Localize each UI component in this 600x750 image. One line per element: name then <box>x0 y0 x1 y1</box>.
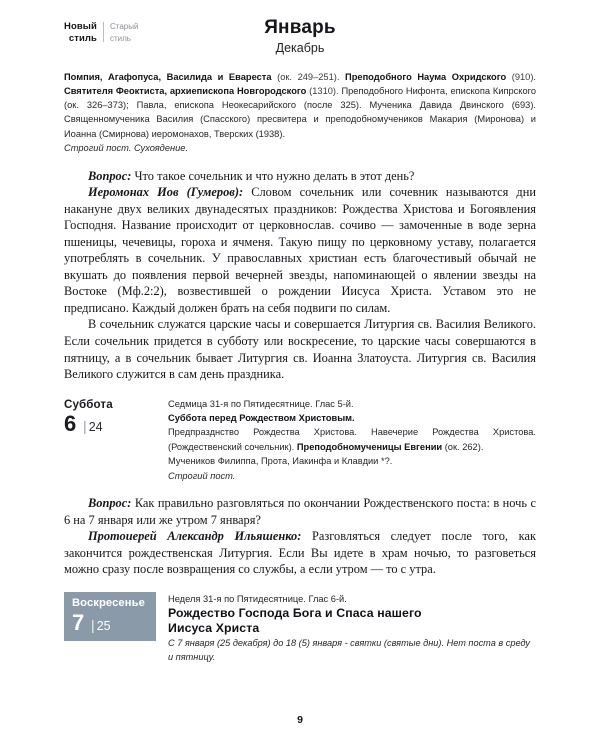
day-body-sunday <box>156 592 536 665</box>
qa2-answer-label: Протоиерей Александр Ильяшенко: <box>88 529 302 544</box>
saturday-line-2: Суббота перед Рождеством Христовым. <box>168 413 355 424</box>
saints-bold-2: Преподобного Наума Охридского <box>345 72 507 82</box>
saints-commemoration-text <box>64 70 536 141</box>
date-separator-saturday: | <box>83 418 87 434</box>
date-separator-sunday: | <box>91 616 95 633</box>
saints-plain-1: (ок. 249–251). <box>271 72 346 82</box>
day-entry-sunday <box>64 592 536 665</box>
style-switch <box>64 21 138 44</box>
page-header <box>64 0 536 62</box>
qa2-answer-text: Разговляться следует после того, как закончится рождественская Литургия. Если Вы идете в храм ночью, то разговеться можно сразу после возвращения со службы, а если утром — то с утра. <box>64 529 536 577</box>
saints-bold-3: Святителя Феоктиста, архиепископа Новгородского <box>64 86 307 97</box>
saturday-line-4: Мучеников Филиппа, Прота, Иакинфа и Клавдии *?. <box>168 456 393 467</box>
saints-plain-2: (910). <box>506 72 537 82</box>
qa1-answer-label: Иеромонах Иов (Гумеров): <box>88 185 244 200</box>
new-style-line-2: стиль <box>68 32 97 44</box>
qa2-question <box>64 495 536 528</box>
old-style-line-1: Старый <box>109 22 139 31</box>
saturday-line-3-b: Преподобномученицы Евгении <box>296 441 443 452</box>
new-style-label <box>64 21 103 44</box>
qa1-question-text: Что такое сочельник и что нужно делать в этот день? <box>131 168 415 183</box>
saints-bold-1: Помпия, Агафопуса, Василида и Евареста <box>64 72 272 82</box>
weekday-label-saturday: Суббота <box>64 397 113 411</box>
day-number-old-sunday: 25 <box>96 618 111 633</box>
qa2-question-text: Как правильно разговляться по окончании Рождественского поста: в ночь с 6 на 7 января или же утром 7 января? <box>64 496 536 527</box>
day-entry-saturday <box>64 397 536 483</box>
qa-block-2 <box>64 495 536 578</box>
date-line-sunday <box>72 609 148 635</box>
qa2-answer <box>64 528 536 578</box>
day-box-sunday <box>64 592 156 641</box>
qa1-question <box>64 168 536 185</box>
sunday-svyatki-note: С 7 января (25 декабря) до 18 (5) января - святки (святые дни). Нет поста в среду и пятницу. <box>168 637 531 663</box>
day-number-old-saturday: 24 <box>88 420 103 434</box>
new-style-line-1: Новый <box>64 21 97 32</box>
saturday-line-3 <box>168 425 536 454</box>
qa1-question-label: Вопрос: <box>88 168 132 183</box>
qa1-answer <box>64 184 536 316</box>
day-body-saturday <box>156 397 536 483</box>
qa-block-1 <box>64 168 536 383</box>
old-style-line-2: стиль <box>109 33 131 43</box>
sunday-feast-title-line-1: Рождество Господа Бога и Спаса нашего <box>168 606 422 621</box>
qa2-question-label: Вопрос: <box>88 496 132 511</box>
saints-plain-3: (1310). <box>306 86 339 97</box>
date-line-saturday <box>64 413 156 435</box>
month-title-old-style: Декабрь <box>275 40 325 55</box>
saturday-line-3-c: (ок. 262). <box>442 441 484 452</box>
saturday-line-1: Седмица 31-я по Пятидесятнице. Глас 5-й. <box>168 398 354 409</box>
day-number-new-saturday: 6 <box>64 411 77 436</box>
month-title: Январь <box>264 17 336 38</box>
saturday-fasting-note: Строгий пост. <box>168 470 236 481</box>
old-style-label <box>104 21 138 44</box>
fasting-note-jan5: Строгий пост. Сухоядение. <box>64 142 189 153</box>
page-number: 9 <box>297 714 303 726</box>
qa1-answer-text: Словом сочельник или сочевник называются дни накануне двух великих двунадесятых праздников: Рождества Христова и Богоявления Господня. Название происходит от церковнослав. сочиво — замоченные в воде зерна пшеницы, чечевицы, гороха и ячменя. Такую пищу по церковному уставу, полагается употреблять в сочельник. У православных христиан есть благочестивый обычай не вкушать до появления первой вечерней звезды, напоминающей о явлении звезды на Востоке (Мф.2:2), возвестившей о рождении Иисуса Христа. Уставом это не предписано. Каждый должен брать на себя подвиги по силам. <box>64 185 536 315</box>
qa1-answer-paragraph-2: В сочельник служатся царские часы и совершается Литургия св. Василия Великого. Если сочельник придется в субботу или воскресение, то царские часы совершаются в пятницу, а в сочельник бывает Литургия св. Иоанна Златоуста. Литургия св. Василия Великого служится в сам день праздника. <box>64 317 536 382</box>
saints-rest: Преподобного Нифонта, епископа Кипрского (ок. 326–373); Павла, епископа Неокесарийского (после 325). Мученика Давида Двинского (693). Священномученика Василия (Спасского) пресвитера и преподобномучеников Макария (Миронова) и Иоанна (Смирнова) иеромонахов, Тверских (1938). <box>64 86 537 139</box>
sunday-feast-title-line-2: Иисуса Христа <box>168 621 260 635</box>
day-number-new-sunday: 7 <box>72 609 85 635</box>
weekday-label-sunday: Воскресенье <box>72 596 145 609</box>
saturday-line-3-a: Предпразднство Рождества Христова. Навечерие Рождества Христова. (Рождественский сочельник). <box>168 427 536 452</box>
sunday-line-1: Неделя 31-я по Пятидесятнице. Глас 6-й. <box>168 593 347 604</box>
day-box-saturday <box>64 397 156 435</box>
